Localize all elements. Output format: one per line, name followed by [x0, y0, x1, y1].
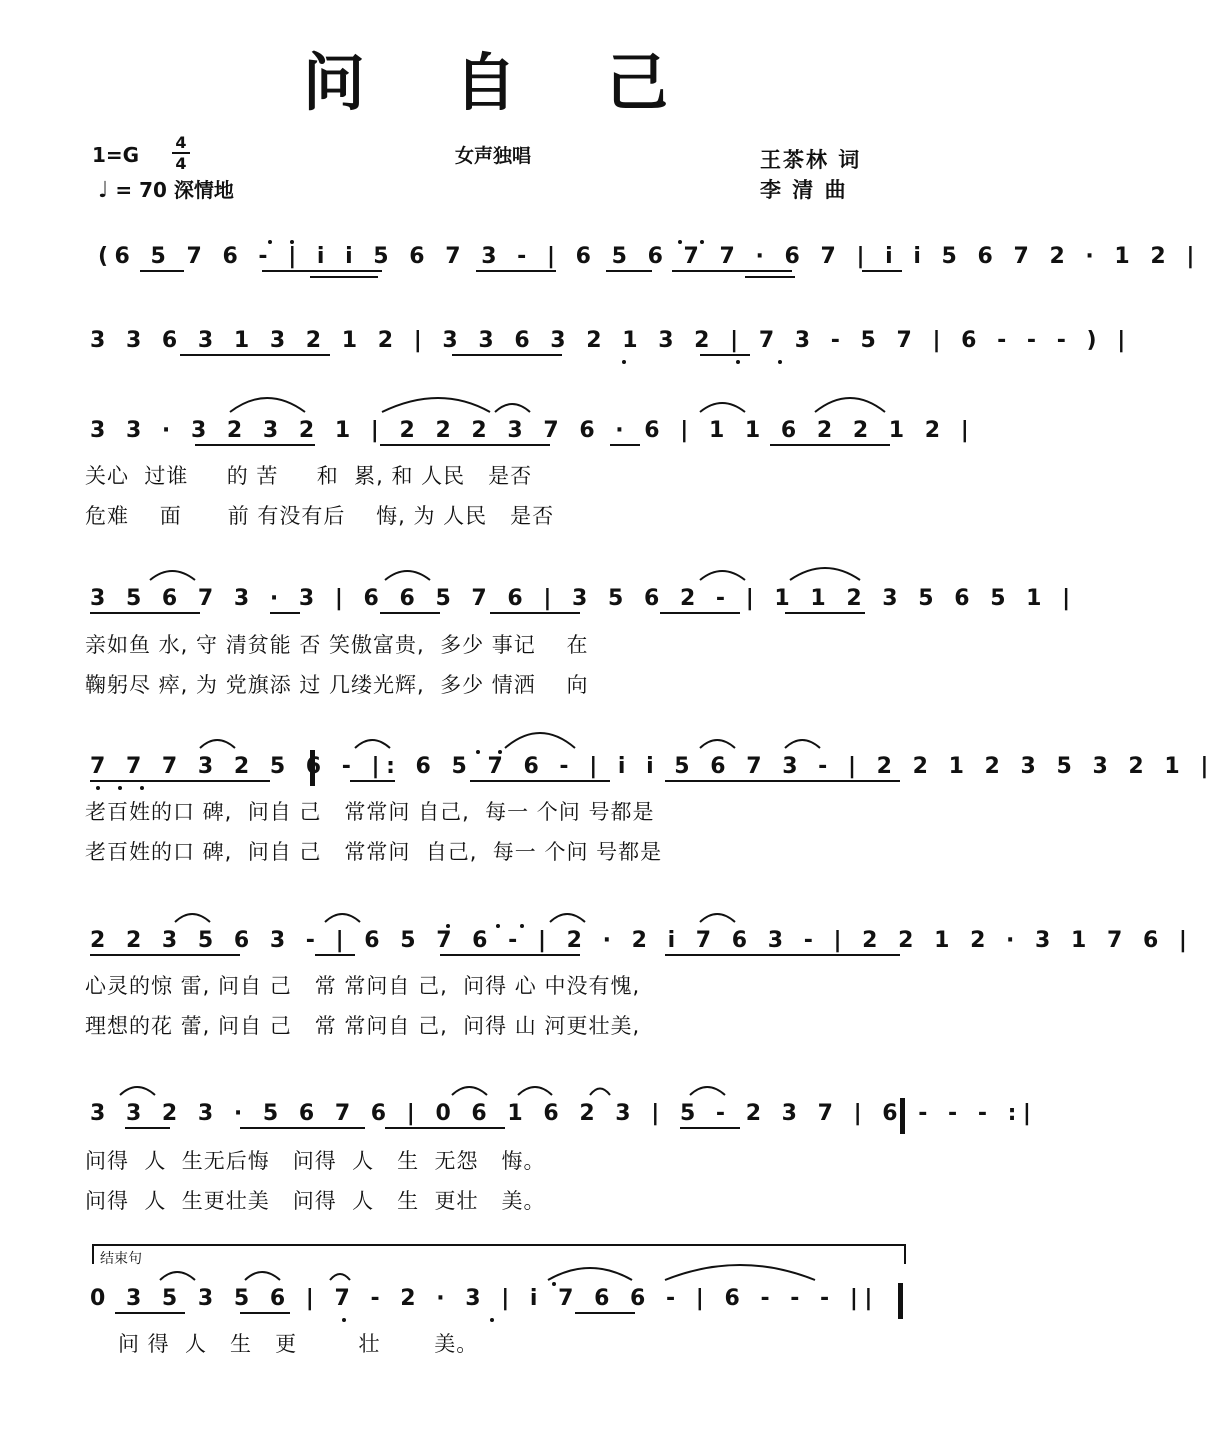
score-line-4: 3 5 6 7 3 · 3 | 6 6 5 7 6 | 3 5 6 2 - | 1 1 2 3 5 6 5 1 |: [90, 586, 1077, 611]
lyrics-line-5-verse-1: 老百姓的口 碑, 问自 己 常常问 自己, 每一 个问 号都是: [85, 800, 655, 824]
lyrics-line-7-verse-1: 问得 人 生无后悔 问得 人 生 无怨 悔。: [85, 1149, 546, 1173]
lyricist-credit: 王茶林 词: [760, 148, 862, 172]
slur: [700, 740, 735, 748]
score-line-7: 3 3 2 3 · 5 6 7 6 | 0 6 1 6 2 3 | 5 - 2 3 7 | 6 - - - :|: [90, 1101, 1038, 1126]
tempo-text: = 70 深情地: [115, 178, 234, 202]
slur: [385, 571, 430, 580]
slur: [790, 568, 860, 580]
slur: [495, 404, 530, 412]
lyrics-line-6-verse-2: 理想的花 蕾, 问自 己 常 常问自 己, 问得 山 河更壮美,: [85, 1014, 641, 1038]
slur: [355, 740, 390, 748]
slur: [548, 1268, 632, 1280]
time-denominator: 4: [175, 154, 187, 173]
score-line-8: 0 3 5 3 5 6 | 7 - 2 · 3 | i 7 6 6 - | 6 - - - ||: [90, 1286, 879, 1311]
score-line-1: (6 5 7 6 - | i i 5 6 7 3 - | 6 5 6 7 7 · 6 7 | i i 5 6 7 2 · 1 2 |: [98, 244, 1201, 269]
slur: [325, 914, 360, 922]
score-line-3: 3 3 · 3 2 3 2 1 | 2 2 2 3 7 6 · 6 | 1 1 6 2 2 1 2 |: [90, 418, 976, 443]
lyrics-line-8: 问 得 人 生 更 壮 美。: [118, 1332, 479, 1356]
slur: [815, 398, 885, 412]
slur: [120, 1087, 155, 1095]
slur: [518, 1087, 552, 1095]
slur: [590, 1089, 610, 1096]
lyrics-line-3-verse-2: 危难 面 前 有没有后 悔, 为 人民 是否: [85, 504, 555, 528]
slur: [452, 1087, 487, 1095]
slur: [690, 1087, 725, 1095]
performance-type: 女声独唱: [455, 145, 532, 167]
lyrics-line-7-verse-2: 问得 人 生更壮美 问得 人 生 更壮 美。: [85, 1189, 546, 1213]
slur: [550, 914, 585, 922]
slur: [330, 1274, 350, 1280]
slur: [700, 403, 745, 412]
slur: [700, 914, 735, 922]
slur: [382, 398, 490, 412]
score-line-2: 3 3 6 3 1 3 2 1 2 | 3 3 6 3 2 1 3 2 | 7 3 - 5 7 | 6 - - - ) |: [90, 328, 1132, 353]
slur: [505, 733, 575, 748]
quarter-note-icon: ♩: [98, 178, 109, 203]
slur: [785, 740, 820, 748]
lyrics-line-5-verse-2: 老百姓的口 碑, 问自 己 常常问 自己, 每一 个问 号都是: [85, 840, 663, 864]
key-signature: 1=G: [92, 143, 140, 167]
score-line-5: 7 7 7 3 2 5 6 - |: 6 5 7 6 - | i i 5 6 7 3 - | 2 2 1 2 3 5 3 2 1 |: [90, 754, 1215, 779]
slur: [230, 398, 305, 412]
score-line-6: 2 2 3 5 6 3 - | 6 5 7 6 - | 2 · 2 i 7 6 3 - | 2 2 1 2 · 3 1 7 6 |: [90, 928, 1194, 953]
slur: [245, 1272, 280, 1280]
song-title: 问 自 己: [302, 46, 703, 119]
slur: [200, 740, 235, 748]
lyrics-line-3-verse-1: 关心 过谁 的 苦 和 累, 和 人民 是否: [85, 464, 533, 488]
lyrics-line-6-verse-1: 心灵的惊 雷, 问自 己 常 常问自 己, 问得 心 中没有愧,: [85, 974, 641, 998]
slur: [160, 1272, 195, 1280]
lyrics-line-4-verse-2: 鞠躬尽 瘁, 为 党旗添 过 几缕光辉, 多少 情洒 向: [85, 673, 589, 697]
slur: [665, 1265, 815, 1280]
slur: [700, 571, 745, 580]
slur: [150, 571, 195, 580]
ending-label: 结束句: [100, 1251, 142, 1267]
time-numerator: 4: [175, 133, 187, 152]
slur: [175, 914, 210, 922]
lyrics-line-4-verse-1: 亲如鱼 水, 守 清贫能 否 笑傲富贵, 多少 事记 在: [85, 633, 589, 657]
composer-credit: 李 清 曲: [760, 178, 848, 202]
